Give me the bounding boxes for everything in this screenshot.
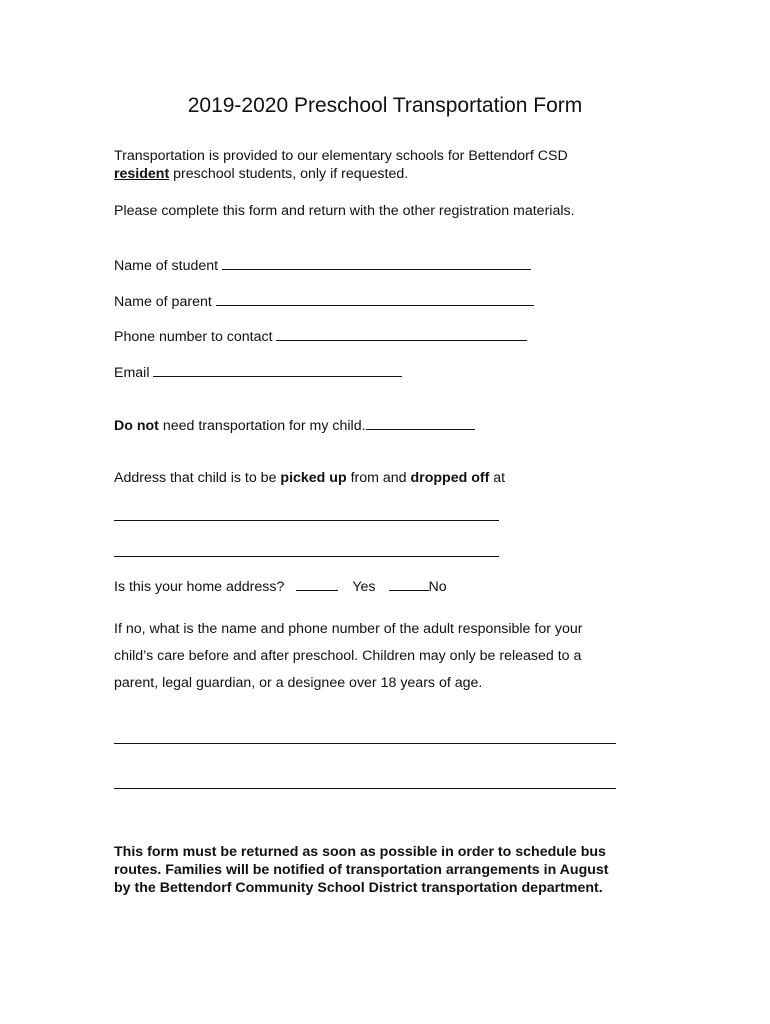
no-transport-row	[114, 415, 475, 435]
no-blank[interactable]	[389, 576, 429, 591]
return-notice	[114, 843, 659, 897]
student-name-row	[114, 255, 531, 275]
page-title: 2019-2020 Preschool Transportation Form	[187, 94, 583, 117]
address-line-1[interactable]	[114, 520, 499, 521]
instruction-text: Please complete this form and return with the other registration materials.	[114, 203, 575, 219]
address-prefix: Address that child is to be	[114, 470, 281, 486]
picked-up-emphasis: picked up	[280, 470, 347, 486]
student-name-label: Name of student	[114, 258, 223, 274]
intro-line-2	[114, 165, 408, 183]
phone-row	[114, 326, 527, 346]
intro-line-1	[114, 147, 568, 165]
phone-field[interactable]	[276, 326, 527, 341]
notice-line-1: This form must be returned as soon as possible in order to schedule bus	[114, 844, 606, 860]
home-address-row	[114, 576, 447, 596]
no-transport-text: need transportation for my child.	[158, 418, 366, 434]
parent-name-field[interactable]	[216, 291, 534, 306]
responsible-line-1: If no, what is the name and phone number of the adult responsible for your	[114, 621, 583, 637]
address-middle: from and	[346, 470, 411, 486]
email-row	[114, 362, 402, 382]
address-line-2[interactable]	[114, 556, 499, 557]
yes-blank[interactable]	[296, 576, 338, 591]
no-transport-field[interactable]	[366, 415, 475, 430]
intro-text: Transportation is provided to our elementary schools for Bettendorf CSD	[114, 148, 568, 164]
notice-line-2: routes. Families will be notified of transportation arrangements in August	[114, 862, 609, 878]
resident-emphasis: resident	[114, 166, 170, 182]
yes-label: Yes	[352, 579, 376, 595]
email-field[interactable]	[153, 362, 402, 377]
email-label: Email	[114, 365, 154, 381]
parent-name-row	[114, 291, 534, 311]
responsible-adult-paragraph	[114, 616, 624, 697]
address-prompt	[114, 469, 505, 487]
address-suffix: at	[489, 470, 506, 486]
no-label: No	[428, 579, 447, 595]
student-name-field[interactable]	[222, 255, 531, 270]
parent-name-label: Name of parent	[114, 294, 216, 310]
notice-line-3: by the Bettendorf Community School District transportation department.	[114, 880, 603, 896]
responsible-adult-line-2[interactable]	[114, 788, 616, 789]
phone-label: Phone number to contact	[114, 329, 277, 345]
dropped-off-emphasis: dropped off	[410, 470, 490, 486]
responsible-adult-line-1[interactable]	[114, 743, 616, 744]
responsible-line-3: parent, legal guardian, or a designee over 18 years of age.	[114, 675, 483, 691]
responsible-line-2: child’s care before and after preschool. Children may only be released to a	[114, 648, 582, 664]
home-address-question: Is this your home address?	[114, 579, 285, 595]
do-not-emphasis: Do not	[114, 418, 159, 434]
intro-text-rest: preschool students, only if requested.	[169, 166, 409, 182]
